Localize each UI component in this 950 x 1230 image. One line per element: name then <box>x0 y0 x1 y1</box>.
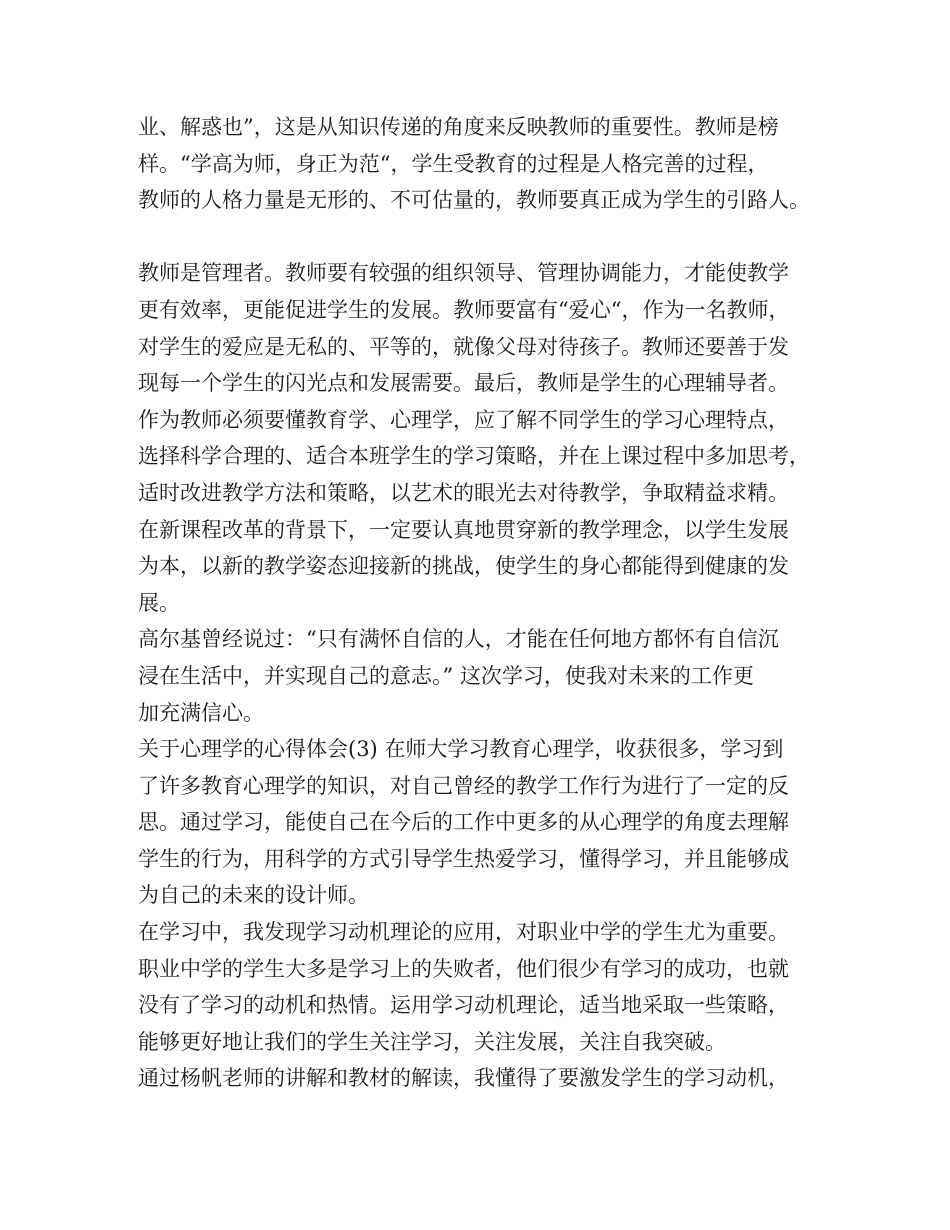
text-line: 适时改进教学方法和策略，以艺术的眼光去对待教学，争取精益求精。 <box>138 480 789 505</box>
text-line: 现每一个学生的闪光点和发展需要。最后，教师是学生的心理辅导者。 <box>138 371 789 396</box>
text-line: 选择科学合理的、适合本班学生的学习策略，并在上课过程中多加思考， <box>138 444 810 469</box>
text-line: 为自己的未来的设计师。 <box>138 883 369 908</box>
text-line: 能够更好地让我们的学生关注学习，关注发展，关注自我突破。 <box>138 1029 726 1054</box>
paragraph-gap <box>138 219 828 256</box>
text-line: 了许多教育心理学的知识，对自己曾经的教学工作行为进行了一定的反 <box>138 773 789 798</box>
text-line: 教师是管理者。教师要有较强的组织领导、管理协调能力，才能使教学 <box>138 261 789 286</box>
text-line: 更有效率，更能促进学生的发展。教师要富有“爱心“，作为一名教师， <box>138 297 790 322</box>
text-line: 样。“学高为师，身正为范“，学生受教育的过程是人格完善的过程， <box>138 151 769 176</box>
text-line: 关于心理学的心得体会(3) 在师大学习教育心理学，收获很多，学习到 <box>138 737 784 762</box>
paragraph-block-1 <box>138 109 828 219</box>
text-line: 高尔基曾经说过：“只有满怀自信的人，才能在任何地方都怀有自信沉 <box>138 627 779 652</box>
text-line: 教师的人格力量是无形的、不可估量的，教师要真正成为学生的引路人。 <box>138 188 810 213</box>
text-line: 为本，以新的教学姿态迎接新的挑战，使学生的身心都能得到健康的发 <box>138 554 789 579</box>
text-line: 浸在生活中，并实现自己的意志。” 这次学习，使我对未来的工作更 <box>138 663 754 688</box>
text-line: 通过杨帆老师的讲解和教材的解读，我懂得了要激发学生的学习动机， <box>138 1066 789 1091</box>
text-line: 展。 <box>138 590 180 615</box>
text-line: 没有了学习的动机和热情。运用学习动机理论，适当地采取一些策略， <box>138 993 789 1018</box>
document-body <box>138 109 828 1097</box>
text-line: 职业中学的学生大多是学习上的失败者，他们很少有学习的成功，也就 <box>138 956 789 981</box>
text-line: 在新课程改革的背景下，一定要认真地贯穿新的教学理念，以学生发展 <box>138 517 789 542</box>
text-line: 思。通过学习，能使自己在今后的工作中更多的从心理学的角度去理解 <box>138 810 789 835</box>
paragraph-block-2 <box>138 255 828 1097</box>
text-line: 业、解惑也”，这是从知识传递的角度来反映教师的重要性。教师是榜 <box>138 115 779 139</box>
text-line: 在学习中，我发现学习动机理论的应用，对职业中学的学生尤为重要。 <box>138 920 789 945</box>
text-line: 学生的行为，用科学的方式引导学生热爱学习，懂得学习，并且能够成 <box>138 846 789 871</box>
text-line: 加充满信心。 <box>138 700 264 725</box>
text-line: 对学生的爱应是无私的、平等的，就像父母对待孩子。教师还要善于发 <box>138 334 789 359</box>
text-line: 作为教师必须要懂教育学、心理学，应了解不同学生的学习心理特点， <box>138 407 789 432</box>
